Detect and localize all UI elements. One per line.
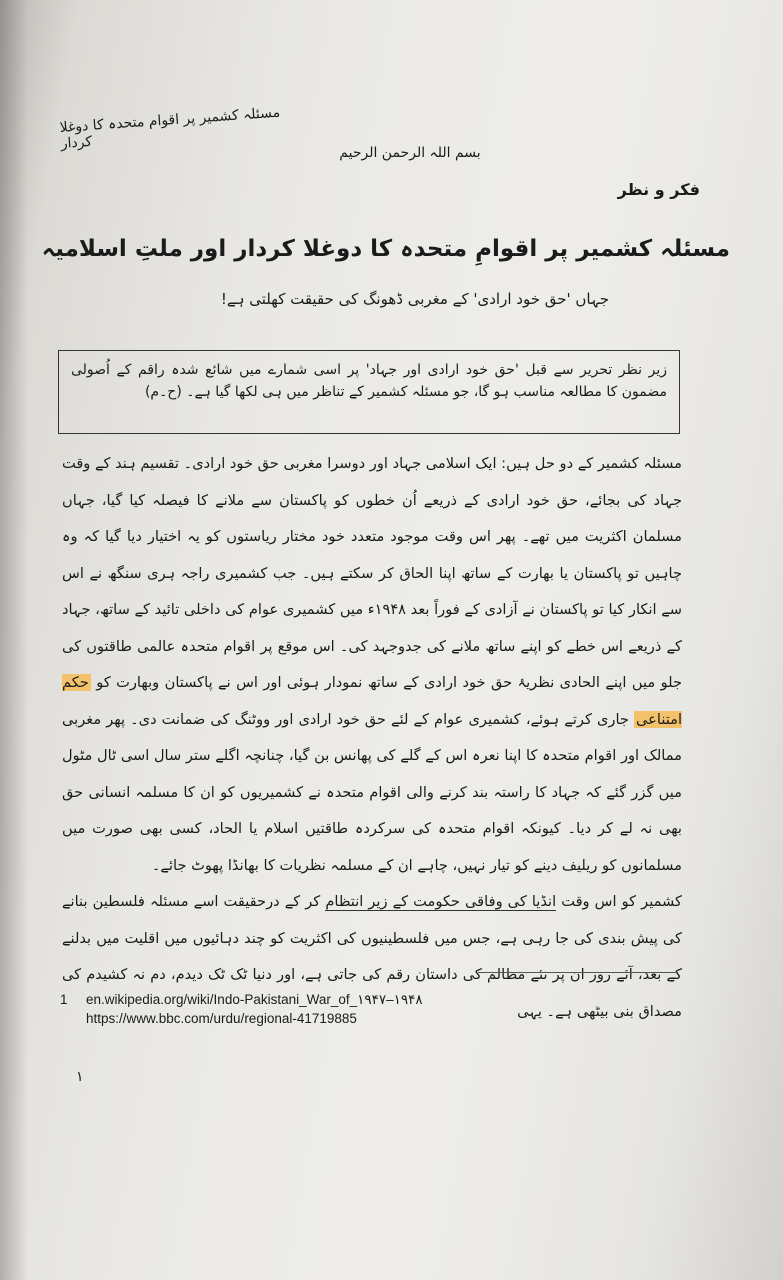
paragraph-1-text-a: مسئلہ کشمیر کے دو حل ہیں: ایک اسلامی جہاد اور دوسرا مغربی حق خود ارادی۔ تقسیم ہند کے وقت جہاد کی بجائے، حق خود ارادی کے ذریعے اُن خطوں کو پاکستان سے ملانے کا فیصلہ کیا گیا، جہاں مسلمان اکثریت میں تھے۔ پھر اس وقت موجود متعدد خود مختار ریاستوں کو یہ اختیار دیا گیا کہ وہ چاہیں تو پاکستان یا بھارت کے ساتھ اپنا الحاق کر سکتے ہیں۔ جب کشمیری راجہ ہری سنگھ نے اس سے انکار کیا تو پاکستان نے آزادی کے فوراً بعد ۱۹۴۸ء میں کشمیری عوام کی داخلی تائید کے ساتھ، جہاد کے ذریعے اس خطے کو اپنے ساتھ ملانے کی جدوجہد کی۔ اس موقع پر اقوام متحدہ عالمی طاقتوں کی جلو میں اپنے الحادی نظریۂ حق خود ارادی کے ساتھ نمودار ہوئی اور اس نے پاکستان وبھارت کو [62,455,682,691]
article-subtitle: جہاں 'حق خود ارادی' کے مغربی ڈھونگ کی حقیقت کھلتی ہے! [220,290,610,308]
running-head: مسئلہ کشمیر پر اقوام متحدہ کا دوغلا کردار [59,104,281,152]
section-label: فکر و نظر [617,180,700,199]
article-title: مسئلہ کشمیر پر اقوامِ متحدہ کا دوغلا کردار اور ملتِ اسلامیہ [41,236,730,262]
paragraph-2-text-b: کر کے درحقیقت اسے مسئلہ فلسطین بنانے کی پیش بندی کی جا رہی ہے، جس میں فلسطینیوں کی اکثریت کو چند دہائیوں میں اقلیت میں بدلنے کے بعد، آئے روز ان پر نئے مظالم کی داستان رقم کی جاتی ہے، اور دنیا ٹک ٹک دیدم، دم نہ کشیدم کی مصداق بنی بیٹھی ہے۔ یہی [62,893,682,1020]
editor-note-box [58,350,680,434]
bismillah: بسم اللہ الرحمن الرحیم [339,145,481,161]
underlined-phrase: انڈیا کی وفاقی حکومت کے زیر انتظام [325,893,557,910]
editor-note-text: زیر نظر تحریر سے قبل 'حق خود ارادی اور جہاد' پر اسی شمارے میں شائع شدہ راقم کے اُصولی مضمون کا مطالعہ مناسب ہو گا، جو مسئلہ کشمیر کے تناظر میں ہی لکھا گیا ہے۔ [71,362,667,400]
editor-note-signature: (ح۔م) [144,384,182,400]
article-body [62,446,682,1030]
page-number: ۱ [76,1068,84,1084]
paragraph-2-text-a: کشمیر کو اس وقت [561,893,683,910]
footnote-rule [478,972,678,973]
page-edge-shadow [0,0,28,1280]
highlighted-phrase: حکم امتناعی [62,674,682,728]
footnotes [60,990,660,1028]
footnote-link-bbc[interactable]: https://www.bbc.com/urdu/regional-41719885 [86,1011,357,1026]
paragraph-1 [62,446,682,884]
paragraph-1-text-b: جاری کرتے ہوئے، کشمیری عوام کے لئے حق خود ارادی اور ووٹنگ کی ضمانت دی۔ پھر مغربی ممالک اور اقوام متحدہ کا اپنا نعرہ اس کے گلے کی پھانس بن گیا، چنانچہ اگلے ستر سال اسی ٹال مٹول میں گزر گئے کہ جہاد کا راستہ بند کرنے والی اقوام متحدہ نے کشمیریوں کو ان کا مسلمہ انسانی حق بھی نہ لے کر دیا۔ کیونکہ اقوام متحدہ کی سرکردہ طاقتیں اسلام یا الحاد، کسی بھی صورت میں مسلمانوں کو ریلیف دینے کو تیار نہیں، چاہے ان کے مسلمہ نظریات کا بھانڈا پھوٹ جائے۔ [62,710,682,874]
footnote-number: 1 [60,992,68,1007]
footnote-1 [60,990,660,1009]
footnote-link-wikipedia[interactable]: en.wikipedia.org/wiki/Indo-Pakistani_War_of_۱۹۴۷–۱۹۴۸ [86,992,423,1007]
